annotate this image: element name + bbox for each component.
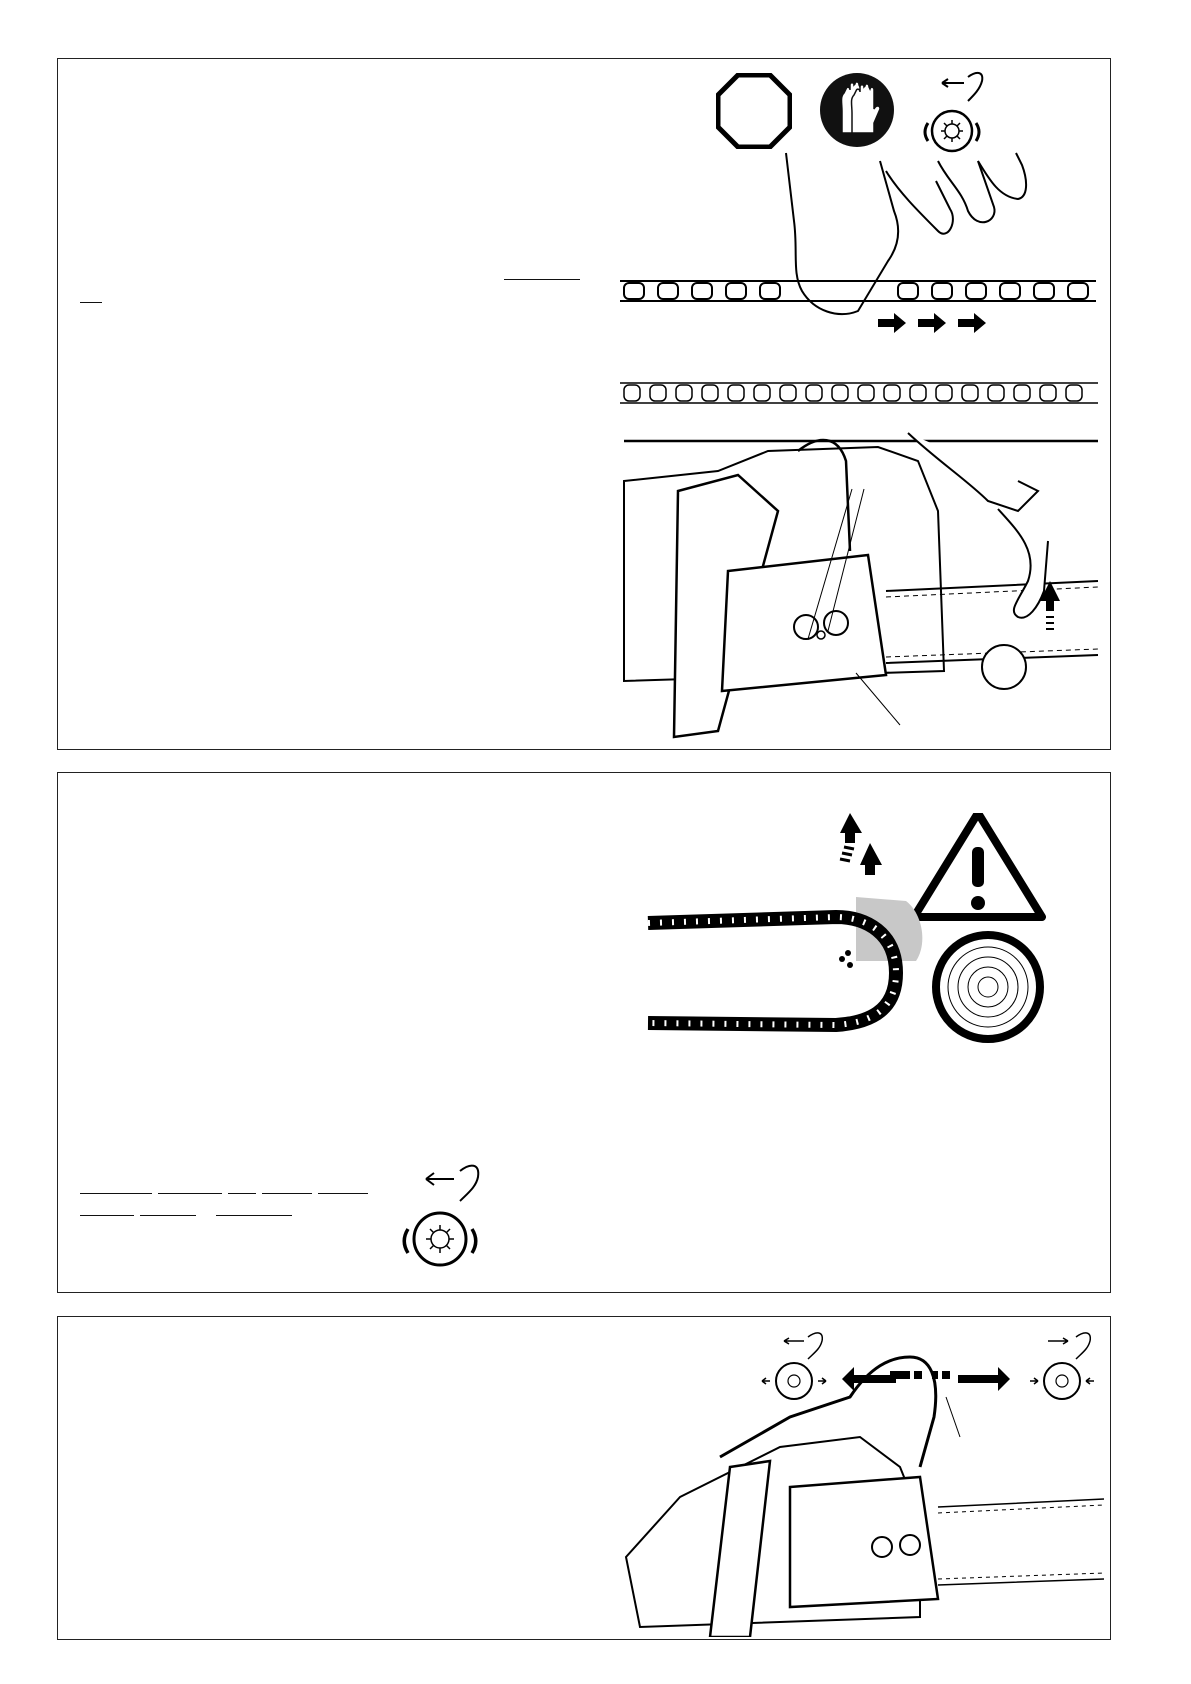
underlined-text-fragment [504, 279, 580, 280]
stop-octagon-icon [716, 73, 792, 149]
underlined-text-fragment [158, 1193, 222, 1194]
chain-tension-check-illustration [618, 431, 1104, 747]
instruction-panel-chain-tension [57, 58, 1111, 750]
instruction-panel-chain-brake [57, 1316, 1111, 1640]
underlined-text-fragment [80, 1193, 152, 1194]
kickback-zone-illustration [646, 813, 1102, 1093]
underlined-text-fragment [140, 1215, 196, 1216]
chain-brake-engaged-icon [918, 67, 998, 153]
underlined-text-fragment [80, 302, 102, 303]
instruction-panel-kickback [57, 772, 1111, 1293]
underlined-text-fragment [262, 1193, 312, 1194]
chain-brake-engaged-icon [394, 1157, 498, 1269]
gloves-icon [818, 71, 896, 149]
underlined-text-fragment [318, 1193, 368, 1194]
chainsaw-front-handle-guard-illustration [620, 1337, 1106, 1637]
hand-pulling-chain-illustration [618, 151, 1098, 363]
underlined-text-fragment [228, 1193, 256, 1194]
underlined-text-fragment [80, 1215, 134, 1216]
underlined-text-fragment [216, 1215, 292, 1216]
